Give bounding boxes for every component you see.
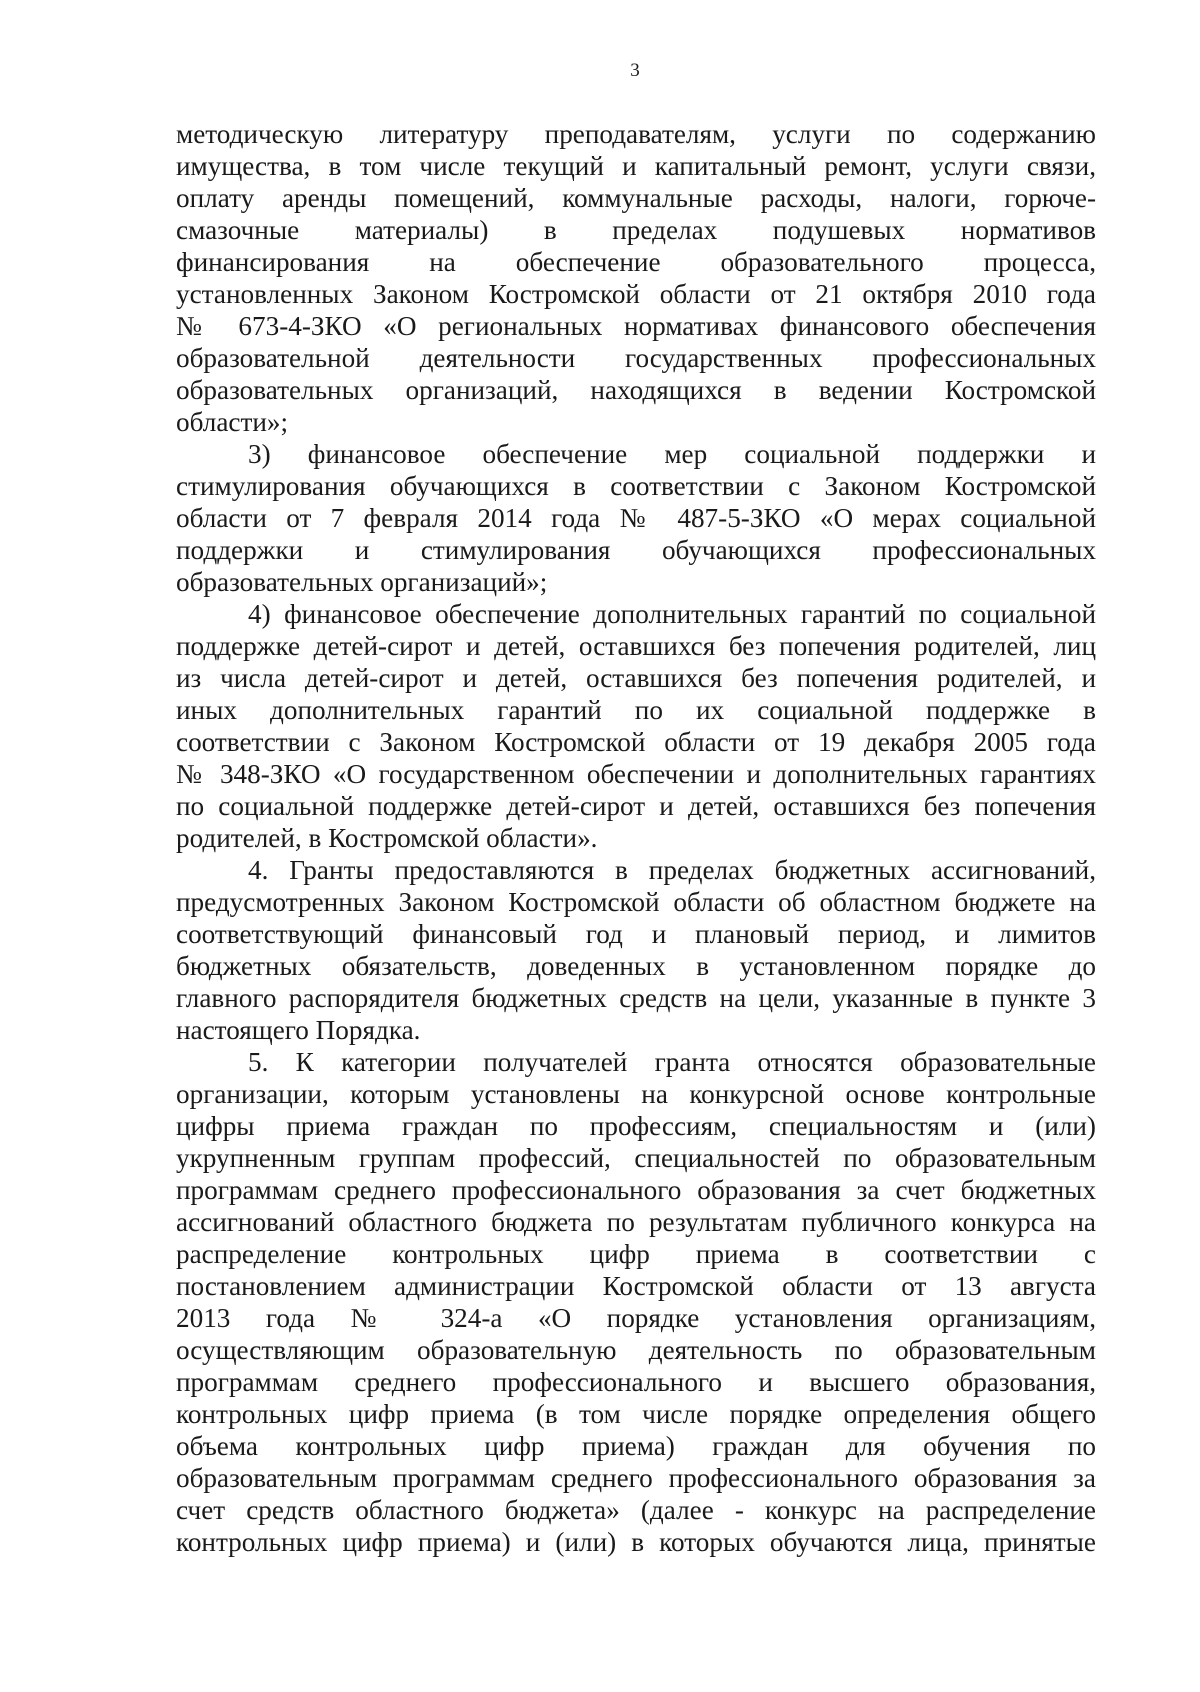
text-line: 4) финансовое обеспечение дополнительных гарантий по социальной [248, 599, 1096, 629]
text-line: 3) финансовое обеспечение мер социальной поддержки и [248, 439, 1096, 469]
text-line: постановлением администрации Костромской области от 13 августа [176, 1271, 1096, 1301]
text-line: № 673-4-ЗКО «О региональных нормативах финансового обеспечения [176, 311, 1096, 341]
text-line: осуществляющим образовательную деятельность по образовательным [176, 1335, 1096, 1365]
page-number: 3 [630, 60, 640, 81]
text-line: счет средств областного бюджета» (далее - конкурс на распределение [176, 1495, 1096, 1525]
text-line: контрольных цифр приема (в том числе порядке определения общего [176, 1399, 1096, 1429]
text-line: образовательной деятельности государственных профессиональных [176, 343, 1096, 373]
text-line: программам среднего профессионального и высшего образования, [176, 1367, 1096, 1397]
text-line: образовательным программам среднего профессионального образования за [176, 1463, 1096, 1493]
text-line: укрупненным группам профессий, специальностей по образовательным [176, 1143, 1096, 1173]
text-line: 4. Гранты предоставляются в пределах бюджетных ассигнований, [248, 855, 1096, 885]
text-line: смазочные материалы) в пределах подушевых нормативов [176, 215, 1096, 245]
text-line: области от 7 февраля 2014 года № 487-5-ЗКО «О мерах социальной [176, 503, 1096, 533]
text-line: ассигнований областного бюджета по результатам публичного конкурса на [176, 1207, 1096, 1237]
text-line: № 348-ЗКО «О государственном обеспечении и дополнительных гарантиях [176, 759, 1096, 789]
text-line: организации, которым установлены на конкурсной основе контрольные [176, 1079, 1096, 1109]
text-line: настоящего Порядка. [176, 1015, 421, 1045]
text-line: соответствующий финансовый год и плановый период, и лимитов [176, 919, 1096, 949]
text-line: главного распорядителя бюджетных средств на цели, указанные в пункте 3 [176, 983, 1096, 1013]
text-line: соответствии с Законом Костромской области от 19 декабря 2005 года [176, 727, 1096, 757]
text-line: из числа детей-сирот и детей, оставшихся без попечения родителей, и [176, 663, 1096, 693]
text-line: распределение контрольных цифр приема в соответствии с [176, 1239, 1096, 1269]
text-line: образовательных организаций, находящихся в ведении Костромской [176, 375, 1096, 405]
text-line: поддержки и стимулирования обучающихся профессиональных [176, 535, 1096, 565]
document-body [176, 118, 1096, 1558]
text-line: цифры приема граждан по профессиям, специальностям и (или) [176, 1111, 1096, 1141]
text-line: родителей, в Костромской области». [176, 823, 598, 853]
text-line: контрольных цифр приема) и (или) в которых обучаются лица, принятые [176, 1527, 1096, 1557]
text-line: финансирования на обеспечение образовательного процесса, [176, 247, 1096, 277]
text-line: методическую литературу преподавателям, услуги по содержанию [176, 119, 1096, 149]
text-line: 2013 года № 324-а «О порядке установления организациям, [176, 1303, 1096, 1333]
text-line: образовательных организаций»; [176, 567, 548, 597]
text-line: 5. К категории получателей гранта относятся образовательные [248, 1047, 1096, 1077]
text-line: бюджетных обязательств, доведенных в установленном порядке до [176, 951, 1096, 981]
text-line: объема контрольных цифр приема) граждан для обучения по [176, 1431, 1096, 1461]
text-line: области»; [176, 407, 289, 437]
text-line: программам среднего профессионального образования за счет бюджетных [176, 1175, 1096, 1205]
text-line: имущества, в том числе текущий и капитальный ремонт, услуги связи, [176, 151, 1096, 181]
text-line: установленных Законом Костромской области от 21 октября 2010 года [176, 279, 1096, 309]
text-line: поддержке детей-сирот и детей, оставшихся без попечения родителей, лиц [176, 631, 1096, 661]
text-line: предусмотренных Законом Костромской области об областном бюджете на [176, 887, 1096, 917]
text-line: иных дополнительных гарантий по их социальной поддержке в [176, 695, 1096, 725]
text-line: оплату аренды помещений, коммунальные расходы, налоги, горюче- [176, 183, 1096, 213]
text-line: стимулирования обучающихся в соответствии с Законом Костромской [176, 471, 1096, 501]
text-line: по социальной поддержке детей-сирот и детей, оставшихся без попечения [176, 791, 1096, 821]
